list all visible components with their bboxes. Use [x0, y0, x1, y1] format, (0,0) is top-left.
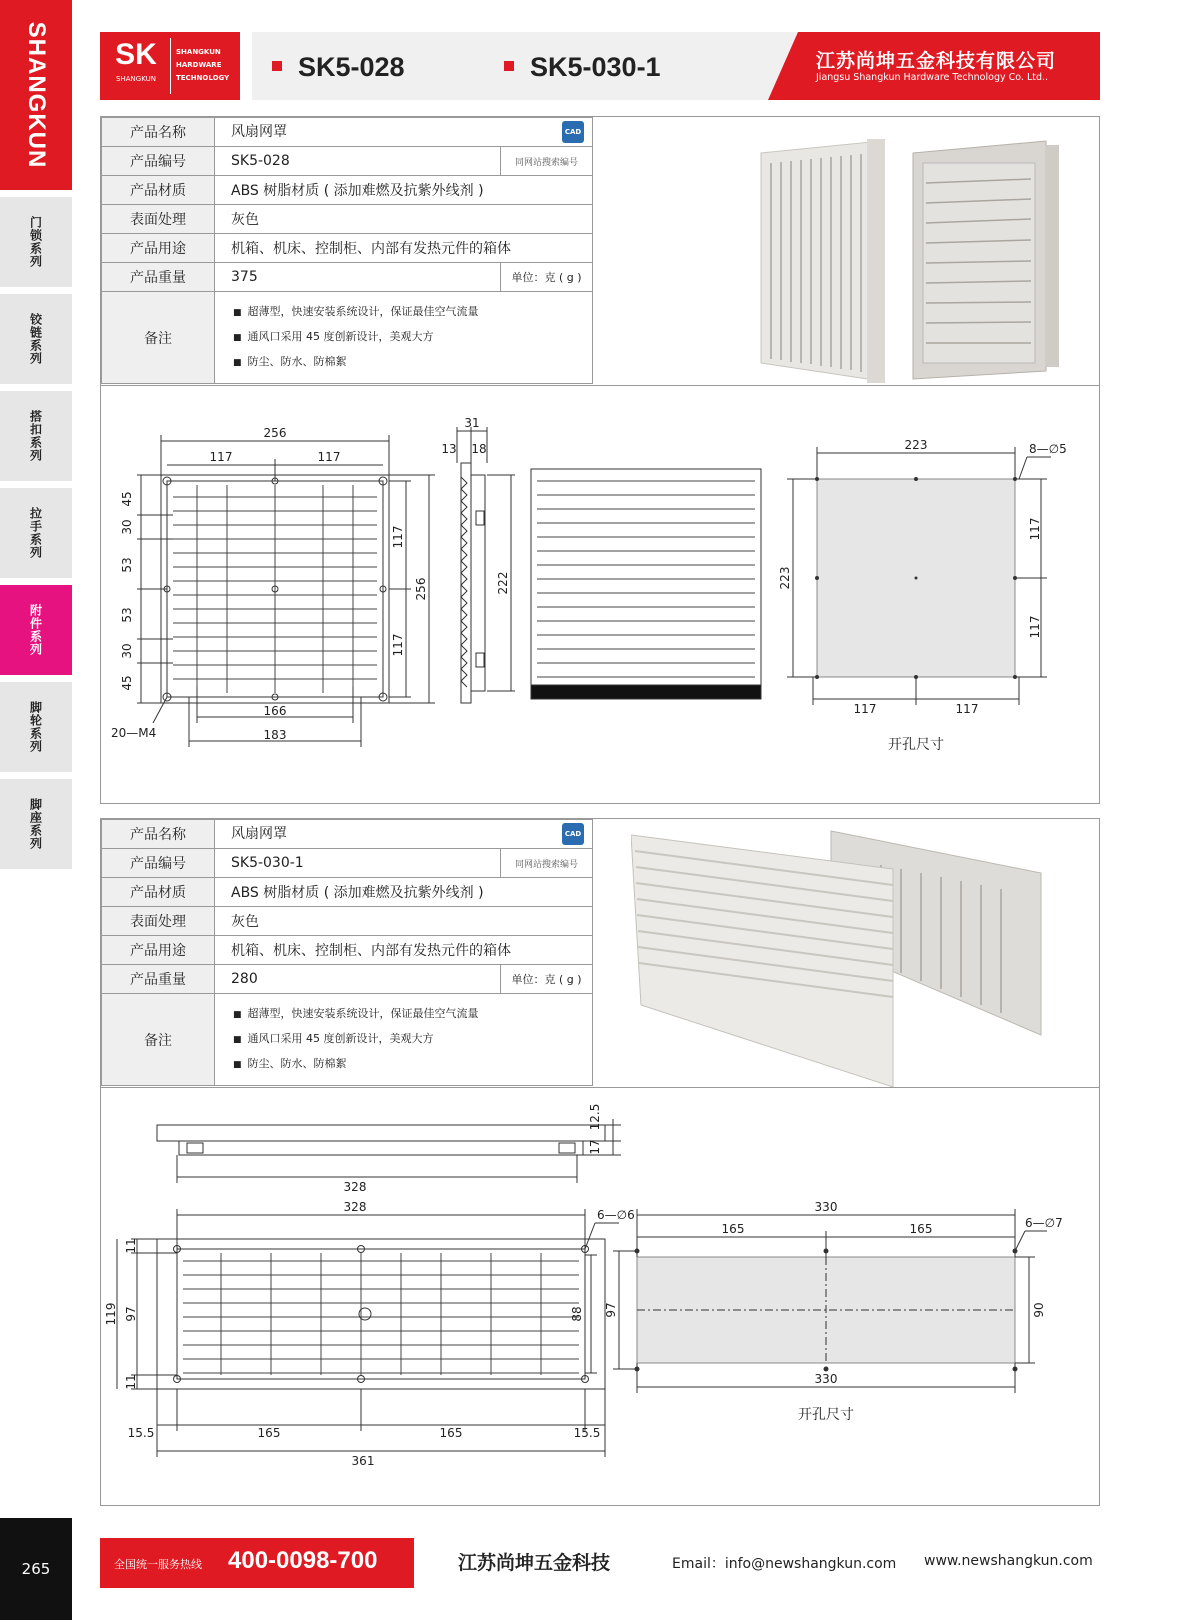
dim-328-front: 328 — [343, 1200, 367, 1214]
label-weight: 产品重量 — [102, 263, 215, 292]
dim-12-5: 12.5 — [588, 1103, 602, 1131]
sidebar-item-accessories[interactable]: 附件系列 — [0, 585, 72, 675]
dim-18: 18 — [471, 442, 487, 456]
product-code: SK5-030-1 — [215, 849, 501, 878]
page-number: 265 — [0, 1518, 72, 1620]
hotline-label: 全国统一服务热线 — [114, 1558, 202, 1571]
dim-15-5-right: 15.5 — [573, 1426, 601, 1440]
note-item: ■ 通风口采用 45 度创新设计，美观大方 — [233, 1027, 592, 1052]
hotline-box — [100, 1538, 414, 1588]
label-name: 产品名称 — [102, 118, 215, 147]
dim-223: 223 — [904, 438, 928, 452]
product-surface: 灰色 — [215, 907, 593, 936]
spec-table-1 — [101, 117, 593, 384]
dim-53-bottom: 53 — [120, 607, 134, 623]
logo-mark: SK — [115, 38, 157, 71]
label-surface: 表面处理 — [102, 205, 215, 234]
product-photo-2 — [631, 825, 1091, 1087]
dim-117-v2: 117 — [391, 633, 405, 657]
label-notes: 备注 — [102, 994, 215, 1086]
label-notes: 备注 — [102, 292, 215, 384]
cut-117-left: 117 — [853, 702, 877, 716]
brand-logo — [100, 32, 240, 100]
model-title-2: SK5-030-1 — [504, 52, 661, 83]
dim-88: 88 — [570, 1306, 584, 1322]
technical-drawing-2 — [101, 1089, 1099, 1504]
hole-note-6: 6—∅6 — [597, 1208, 635, 1222]
dim-165-left: 165 — [257, 1426, 281, 1440]
product-name: 风扇网罩 — [231, 124, 287, 140]
label-usage: 产品用途 — [102, 936, 215, 965]
dim-223-v: 223 — [778, 566, 792, 590]
hole-note: 8—∅5 — [1029, 442, 1067, 456]
dim-17: 17 — [588, 1139, 602, 1155]
label-material: 产品材质 — [102, 176, 215, 205]
logo-sub: SHANGKUN — [116, 75, 156, 83]
footer-email[interactable]: Email：info@newshangkun.com — [672, 1556, 897, 1572]
dim-117-right: 117 — [317, 450, 341, 464]
dim-117-v1: 117 — [391, 525, 405, 549]
dim-15-5-left: 15.5 — [127, 1426, 155, 1440]
footer-website[interactable]: www.newshangkun.com — [924, 1553, 1093, 1569]
cut-165-right: 165 — [909, 1222, 933, 1236]
label-usage: 产品用途 — [102, 234, 215, 263]
company-name-cn: 江苏尚坤五金科技有限公司 — [816, 50, 1057, 72]
note-item: ■ 通风口采用 45 度创新设计，美观大方 — [233, 325, 592, 350]
spec-table-2 — [101, 819, 593, 1086]
dim-361: 361 — [351, 1454, 375, 1468]
product-material: ABS 树脂材质 ( 添加难燃及抗紫外线剂 ) — [215, 878, 593, 907]
note-item: ■ 超薄型，快速安装系统设计，保证最佳空气流量 — [233, 300, 592, 325]
sidebar-item-casters[interactable]: 脚轮系列 — [0, 682, 72, 772]
cut-330-top: 330 — [814, 1200, 838, 1214]
cut-117-v1: 117 — [1028, 517, 1042, 541]
product-name: 风扇网罩 — [231, 826, 287, 842]
cut-90: 90 — [1032, 1302, 1046, 1318]
logo-text-3: TECHNOLOGY — [176, 74, 230, 82]
product-weight: 375 — [215, 263, 501, 292]
product-surface: 灰色 — [215, 205, 593, 234]
dim-45-top: 45 — [120, 491, 134, 507]
dim-13: 13 — [441, 442, 457, 456]
cutout-caption: 开孔尺寸 — [888, 737, 944, 753]
weight-unit: 单位：克 ( g ) — [501, 965, 593, 994]
logo-text-2: HARDWARE — [176, 61, 222, 69]
dim-53-top: 53 — [120, 557, 134, 573]
cut-330-bottom: 330 — [814, 1372, 838, 1386]
dim-166: 166 — [263, 704, 287, 718]
sidebar-brand: SHANGKUN — [0, 0, 72, 190]
label-code: 产品编号 — [102, 147, 215, 176]
label-name: 产品名称 — [102, 820, 215, 849]
label-material: 产品材质 — [102, 878, 215, 907]
cad-icon[interactable]: CAD — [562, 823, 584, 845]
dim-97: 97 — [124, 1306, 138, 1322]
logo-text-1: SHANGKUN — [176, 48, 221, 56]
sidebar-item-hinges[interactable]: 铰链系列 — [0, 294, 72, 384]
dim-165-right: 165 — [439, 1426, 463, 1440]
sidebar — [0, 0, 72, 1620]
note-item: ■ 防尘、防水、防棉絮 — [233, 350, 592, 375]
thread-note: 20—M4 — [111, 726, 157, 740]
label-weight: 产品重量 — [102, 965, 215, 994]
cut-97: 97 — [604, 1302, 618, 1318]
dim-119: 119 — [104, 1302, 118, 1326]
dim-11-bottom: 11 — [124, 1374, 138, 1390]
dim-117-left: 117 — [209, 450, 233, 464]
sidebar-item-door-locks[interactable]: 门锁系列 — [0, 197, 72, 287]
hotline-number[interactable]: 400-0098-700 — [228, 1547, 378, 1574]
dim-256: 256 — [263, 426, 287, 440]
label-surface: 表面处理 — [102, 907, 215, 936]
product-code: SK5-028 — [215, 147, 501, 176]
product-usage: 机箱、机床、控制柜、内部有发热元件的箱体 — [215, 234, 593, 263]
dim-11-top: 11 — [124, 1238, 138, 1254]
product-weight: 280 — [215, 965, 501, 994]
product-panel-1 — [100, 116, 1100, 804]
dim-31: 31 — [464, 416, 480, 430]
dim-30-top: 30 — [120, 519, 134, 535]
product-usage: 机箱、机床、控制柜、内部有发热元件的箱体 — [215, 936, 593, 965]
model-title-1: SK5-028 — [272, 52, 405, 83]
code-hint: 同网站搜索编号 — [501, 147, 593, 176]
footer-company: 江苏尚坤五金科技 — [458, 1552, 611, 1574]
sidebar-item-latches[interactable]: 搭扣系列 — [0, 391, 72, 481]
weight-unit: 单位：克 ( g ) — [501, 263, 593, 292]
cad-icon[interactable]: CAD — [562, 121, 584, 143]
company-name-en: Jiangsu Shangkun Hardware Technology Co. Ltd.. — [816, 72, 1049, 83]
label-code: 产品编号 — [102, 849, 215, 878]
cut-117-v2: 117 — [1028, 615, 1042, 639]
cut-165-left: 165 — [721, 1222, 745, 1236]
sidebar-item-feet[interactable]: 脚座系列 — [0, 779, 72, 869]
dim-183: 183 — [263, 728, 287, 742]
code-hint: 同网站搜索编号 — [501, 849, 593, 878]
dim-256-v: 256 — [414, 577, 428, 601]
technical-drawing-1 — [101, 387, 1099, 802]
dim-30-bottom: 30 — [120, 643, 134, 659]
sidebar-item-handles[interactable]: 拉手系列 — [0, 488, 72, 578]
cut-117-right: 117 — [955, 702, 979, 716]
hole-note-7: 6—∅7 — [1025, 1216, 1063, 1230]
note-item: ■ 防尘、防水、防棉絮 — [233, 1052, 592, 1077]
dim-328-top: 328 — [343, 1180, 367, 1194]
cutout-caption: 开孔尺寸 — [798, 1407, 854, 1423]
note-item: ■ 超薄型，快速安装系统设计，保证最佳空气流量 — [233, 1002, 592, 1027]
product-material: ABS 树脂材质 ( 添加难燃及抗紫外线剂 ) — [215, 176, 593, 205]
product-photo-1 — [641, 123, 1081, 385]
dim-45-bottom: 45 — [120, 675, 134, 691]
dim-222: 222 — [496, 571, 510, 595]
product-panel-2 — [100, 818, 1100, 1506]
